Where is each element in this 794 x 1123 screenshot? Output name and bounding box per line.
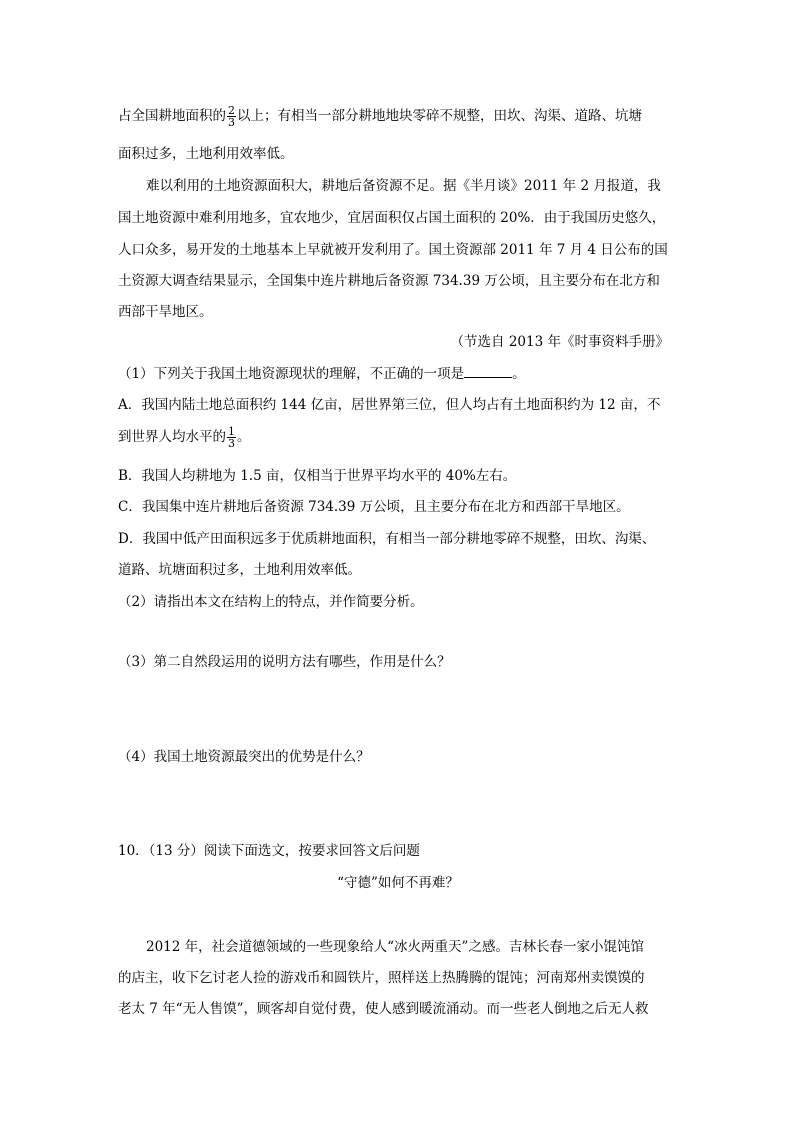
passage-paragraph-2-line-4: 土资源大调查结果显示，全国集中连片耕地后备资源 734.39 万公顷，且主要分布在北方和: [118, 273, 660, 289]
passage-line-1: [118, 105, 678, 128]
fraction-denominator: 3: [228, 437, 235, 450]
question-2: （2）请指出本文在结构上的特点，并作简要分析。: [118, 594, 424, 610]
section-10-paragraph-line-2: 的店主，收下乞讨老人捡的游戏币和圆铁片，照样送上热腾腾的馄饨；河南郑州卖馍馍的: [118, 970, 645, 986]
fraction-denominator: 3: [228, 116, 235, 129]
passage-text: 以上；有相当一部分耕地地块零碎不规整，田坎、沟渠、道路、坑塘: [237, 108, 642, 124]
option-b: B．我国人均耕地为 1.5 亩，仅相当于世界平均水平的 40%左右。: [118, 468, 517, 484]
option-c: C．我国集中连片耕地后备资源 734.39 万公顷，且主要分布在北方和西部干旱地区。: [118, 499, 630, 515]
fraction-numerator: 2: [228, 104, 235, 117]
source-citation: （节选自 2013 年《时事资料手册》: [450, 334, 669, 350]
section-10-title: “守德”如何不再难？: [337, 875, 459, 891]
fraction-two-thirds: [227, 105, 236, 128]
section-10-paragraph-line-1: 2012 年，社会道德领域的一些现象给人“冰火两重天”之感。吉林长春一家小馄饨馆: [146, 939, 644, 955]
passage-paragraph-2-line-5: 西部干旱地区。: [118, 304, 213, 320]
question-1-end: 。: [512, 366, 526, 382]
question-1: [118, 363, 678, 384]
question-3: （3）第二自然段运用的说明方法有哪些，作用是什么？: [118, 654, 451, 670]
question-1-text: （1）下列关于我国土地资源现状的理解，不正确的一项是: [118, 366, 465, 382]
section-10-paragraph-line-3: 老太 7 年“无人售馍”，顾客却自觉付费，使人感到暖流涌动。而一些老人倒地之后无人救: [118, 1001, 649, 1017]
option-a-end: 。: [237, 429, 251, 445]
answer-blank[interactable]: [464, 363, 512, 378]
passage-line-2: 面积过多，土地利用效率低。: [118, 146, 294, 162]
fraction-one-third: [227, 426, 236, 449]
question-4: （4）我国土地资源最突出的优势是什么？: [118, 749, 370, 765]
option-a-line-1: A．我国内陆土地总面积约 144 亿亩，居世界第三位，但人均占有土地面积约为 12 亩，不: [118, 397, 661, 413]
option-a-line-2: [118, 426, 678, 449]
passage-paragraph-2-line-3: 人口众多，易开发的土地基本上早就被开发利用了。国土资源部 2011 年 7 月 4 日公布的国: [118, 242, 668, 258]
fraction-numerator: 1: [228, 425, 235, 438]
option-a-text: 到世界人均水平的: [118, 429, 226, 445]
passage-paragraph-2-line-1: 难以利用的土地资源面积大，耕地后备资源不足。据《半月谈》2011 年 2 月报道，我: [146, 178, 661, 194]
option-d-line-2: 道路、坑塘面积过多，土地利用效率低。: [118, 562, 361, 578]
passage-text: 占全国耕地面积的: [118, 108, 226, 124]
option-d-line-1: D．我国中低产田面积远多于优质耕地面积，有相当一部分耕地零碎不规整，田坎、沟渠、: [118, 531, 656, 547]
passage-paragraph-2-line-2: 国土地资源中难利用地多，宜农地少，宜居面积仅占国土面积的 20%．由于我国历史悠久，: [118, 210, 666, 226]
section-10-heading: 10．（13 分）阅读下面选文，按要求回答文后问题: [118, 843, 420, 859]
